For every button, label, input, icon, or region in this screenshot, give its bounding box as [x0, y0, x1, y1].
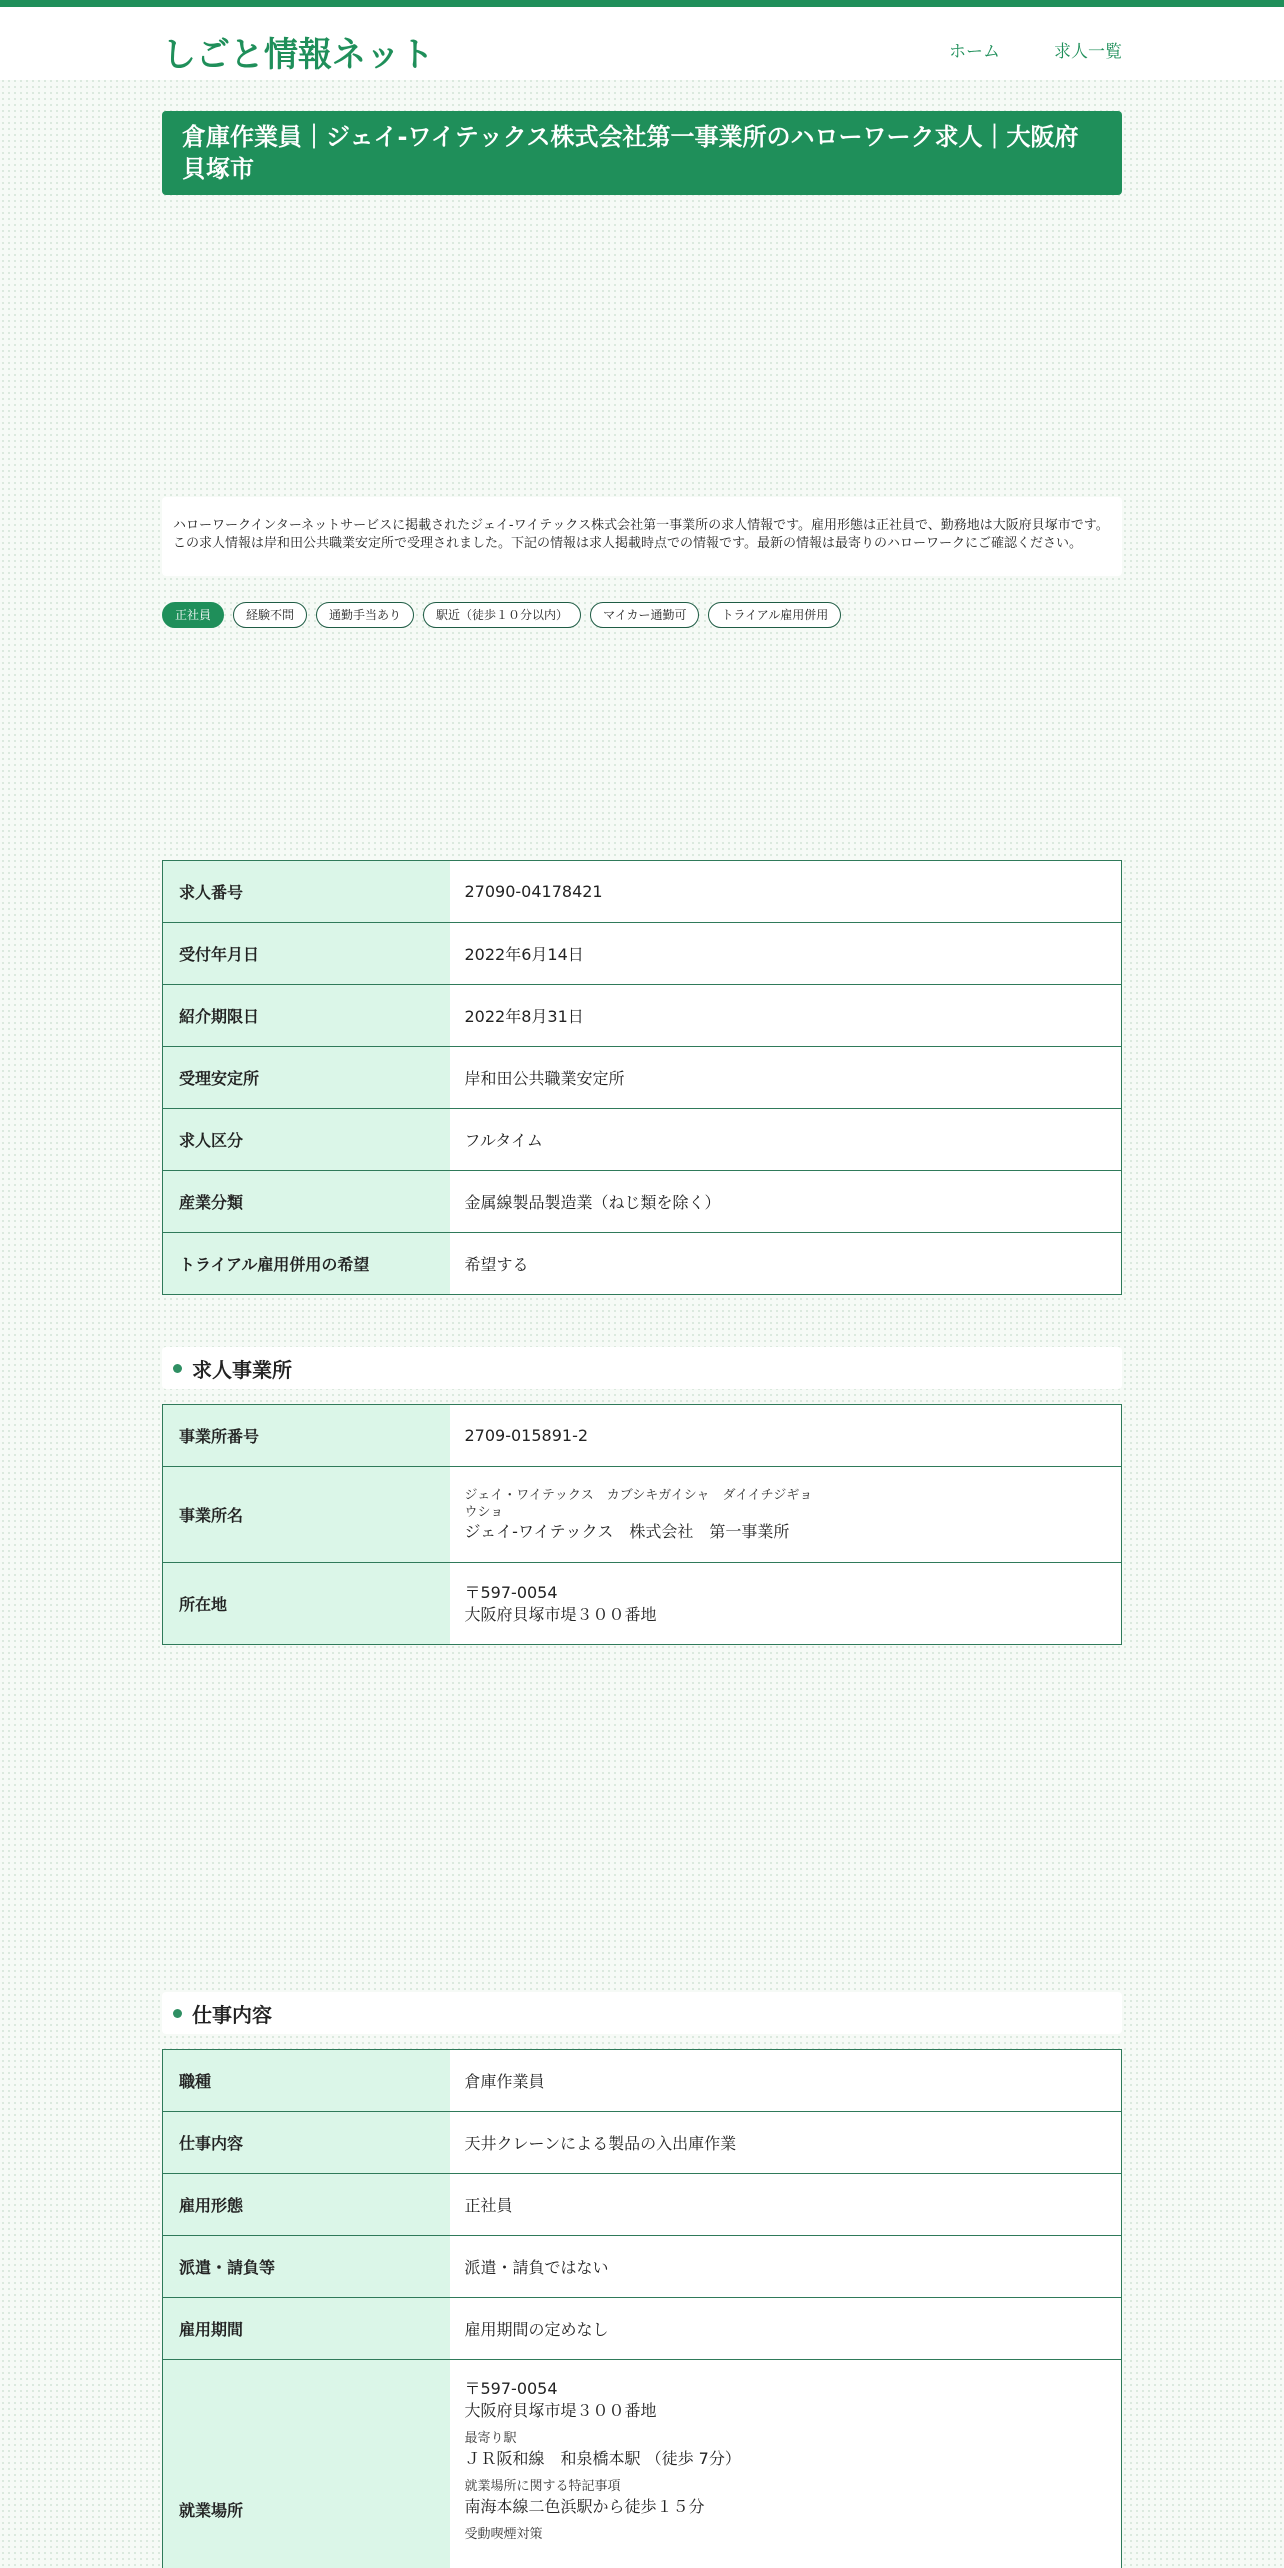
row-value: [450, 1467, 1122, 1563]
row-value: 雇用期間の定めなし: [450, 2298, 1122, 2360]
row-label: 雇用期間: [163, 2298, 450, 2360]
row-value: 2709-015891-2: [450, 1405, 1122, 1467]
row-label: 受付年月日: [163, 923, 450, 985]
table-row: [163, 2112, 1122, 2174]
row-label: 求人番号: [163, 861, 450, 923]
office-name: ジェイ-ワイテックス 株式会社 第一事業所: [464, 1521, 790, 1541]
workplace-postal: 〒597-0054: [464, 2379, 558, 2398]
top-accent-bar: [0, 0, 1284, 7]
table-row: [163, 2360, 1122, 2568]
bullet-icon: [173, 2009, 182, 2018]
row-value: 2022年8月31日: [450, 985, 1122, 1047]
row-value: 27090-04178421: [450, 861, 1122, 923]
row-value: フルタイム: [450, 1109, 1122, 1171]
table-row: [163, 1563, 1122, 1645]
workplace-special: 南海本線二色浜駅から徒歩１５分: [464, 2497, 705, 2516]
table-row: [163, 923, 1122, 985]
spacer: [162, 1295, 1122, 1347]
row-label: 雇用形態: [163, 2174, 450, 2236]
workplace-special-block: [465, 2478, 1107, 2518]
table-row: [163, 1405, 1122, 1467]
row-value: 正社員: [450, 2174, 1122, 2236]
nearest-station-block: [465, 2430, 1107, 2470]
office-name-kana-cont: ウショ: [464, 1504, 504, 1520]
page-title-box: [162, 111, 1122, 195]
spacer: [162, 2034, 1122, 2049]
row-label: 事業所名: [163, 1467, 450, 1563]
table-row: [163, 861, 1122, 923]
row-value: 派遣・請負ではない: [450, 2236, 1122, 2298]
site-logo-title[interactable]: しごと情報ネット: [162, 35, 434, 75]
job-table: [162, 2049, 1122, 2568]
row-label: 就業場所: [163, 2360, 450, 2568]
office-address: 大阪府貝塚市堤３００番地: [464, 1604, 657, 1624]
tag-car-commute[interactable]: マイカー通勤可: [590, 602, 699, 628]
nearest-station: ＪＲ阪和線 和泉橋本駅 （徒歩 7分）: [464, 2449, 741, 2468]
section-heading-office: [162, 1347, 1122, 1389]
spacer: [162, 1389, 1122, 1404]
row-value: 希望する: [450, 1233, 1122, 1295]
main-nav: [949, 37, 1122, 62]
main-content: [162, 111, 1122, 2568]
site-header: [0, 7, 1284, 80]
smoking-block: [465, 2526, 1107, 2544]
row-label: トライアル雇用併用の希望: [163, 1233, 450, 1295]
row-value: 岸和田公共職業安定所: [450, 1047, 1122, 1109]
tag-list: [162, 602, 1122, 628]
table-row: [163, 2236, 1122, 2298]
table-row: [163, 1047, 1122, 1109]
workplace-address-block: [465, 2378, 1107, 2422]
row-label: 受理安定所: [163, 1047, 450, 1109]
tag-employment-type[interactable]: 正社員: [162, 602, 224, 628]
row-label: 求人区分: [163, 1109, 450, 1171]
workplace-address: 大阪府貝塚市堤３００番地: [464, 2401, 657, 2420]
row-value: 2022年6月14日: [450, 923, 1122, 985]
tag-no-experience[interactable]: 経験不問: [233, 602, 307, 628]
table-row: [163, 1171, 1122, 1233]
tag-near-station[interactable]: 駅近（徒歩１０分以内）: [423, 602, 581, 628]
job-summary: ハローワークインターネットサービスに掲載されたジェイ-ワイテックス株式会社第一事業所の求人情報です。雇用形態は正社員で、勤務地は大阪府貝塚市です。この求人情報は岸和田公共職業安定所で受理されました。下記の情報は求人掲載時点での情報です。最新の情報は最寄りのハローワークにご確認ください。: [162, 497, 1122, 576]
row-label: 紹介期限日: [163, 985, 450, 1047]
ad-space: [162, 628, 1122, 860]
row-value: [450, 2360, 1122, 2568]
workplace-special-label: 就業場所に関する特記事項: [464, 2479, 621, 2494]
nearest-station-label: 最寄り駅: [464, 2431, 517, 2446]
table-row: [163, 1233, 1122, 1295]
row-value: 金属線製品製造業（ねじ類を除く）: [450, 1171, 1122, 1233]
row-value: [450, 1563, 1122, 1645]
office-table: [162, 1404, 1122, 1645]
row-label: 派遣・請負等: [163, 2236, 450, 2298]
table-row: [163, 2174, 1122, 2236]
row-label: 事業所番号: [163, 1405, 450, 1467]
page-title: 倉庫作業員｜ジェイ-ワイテックス株式会社第一事業所のハローワーク求人｜大阪府貝塚市: [182, 123, 1079, 183]
table-row: [163, 2050, 1122, 2112]
row-value: 天井クレーンによる製品の入出庫作業: [450, 2112, 1122, 2174]
ad-space: [162, 1645, 1122, 1992]
office-postal: 〒597-0054: [464, 1582, 558, 1602]
section-title: 仕事内容: [192, 2002, 272, 2027]
bullet-icon: [173, 1364, 182, 1373]
row-value: 倉庫作業員: [450, 2050, 1122, 2112]
ad-space: [162, 195, 1122, 497]
table-row: [163, 2298, 1122, 2360]
nav-home-link[interactable]: ホーム: [949, 42, 1000, 62]
row-label: 職種: [163, 2050, 450, 2112]
row-label: 所在地: [163, 1563, 450, 1645]
table-row: [163, 1109, 1122, 1171]
tag-trial-employment[interactable]: トライアル雇用併用: [708, 602, 841, 628]
section-title: 求人事業所: [192, 1357, 292, 1382]
smoking-label: 受動喫煙対策: [464, 2527, 543, 2542]
section-heading-job: [162, 1992, 1122, 2034]
table-row: [163, 1467, 1122, 1563]
row-label: 産業分類: [163, 1171, 450, 1233]
nav-jobs-link[interactable]: 求人一覧: [1054, 42, 1122, 62]
row-label: 仕事内容: [163, 2112, 450, 2174]
office-name-kana: ジェイ・ワイテックス カブシキガイシャ ダイイチジギョ: [464, 1487, 813, 1503]
tag-commute-allowance[interactable]: 通勤手当あり: [316, 602, 414, 628]
table-row: [163, 985, 1122, 1047]
basic-info-table: [162, 860, 1122, 1295]
